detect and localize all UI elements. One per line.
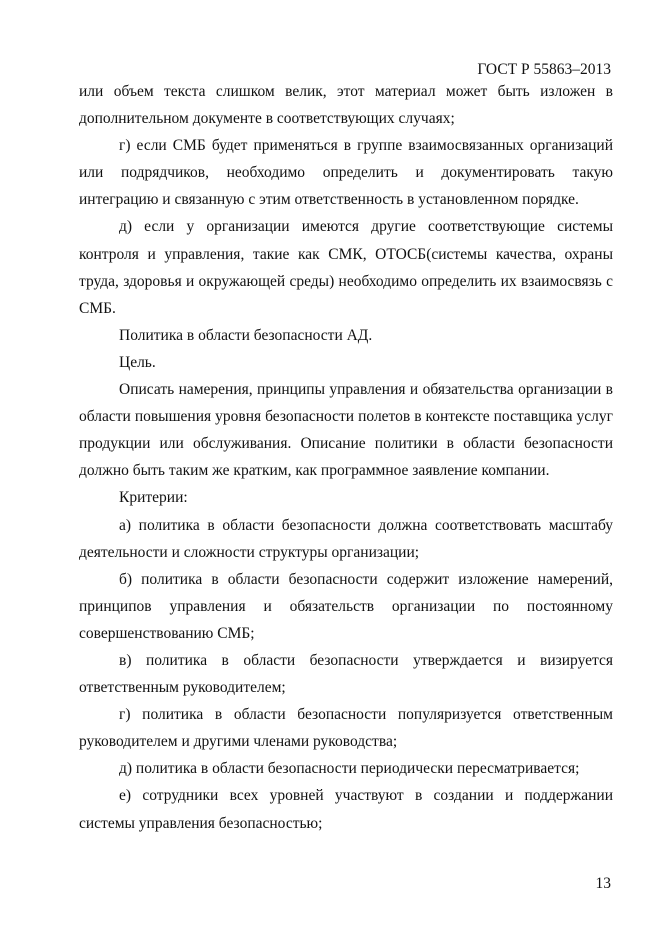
standard-header: ГОСТ Р 55863–2013	[477, 61, 611, 78]
paragraph-continuation: или объем текста слишком велик, этот материал может быть изложен в дополнительном документе в соответствующих случаях;	[79, 83, 613, 128]
subheading-criteria: Критерии:	[119, 489, 188, 507]
criteria-item-e: е) сотрудники всех уровней участвуют в создании и поддержании системы управления безопасностью;	[79, 787, 613, 832]
criteria-item-v: в) политика в области безопасности утверждается и визируется ответственным руководителем;	[79, 651, 613, 697]
criteria-item-a: а) политика в области безопасности должна соответствовать масштабу деятельности и сложности структуры организации;	[79, 516, 613, 561]
criteria-item-g: г) политика в области безопасности популяризуется ответственным руководителем и другими членами руководства;	[79, 706, 613, 751]
paragraph-item-d-other-systems: д) если у организации имеются другие соответствующие системы контроля и управления, такие как СМК, ОТОСБ(системы качества, охраны труда, здоровья и окружающей среды) необходимо определить их взаимосвязь с СМБ.	[79, 218, 613, 317]
page-number: 13	[595, 875, 611, 892]
criteria-item-d: д) политика в области безопасности периодически пересматривается;	[119, 760, 580, 778]
criteria-item-b: б) политика в области безопасности содержит изложение намерений, принципов управления и обязательств организации по постоянному совершенствованию СМБ;	[79, 570, 613, 642]
paragraph-goal-description: Описать намерения, принципы управления и обязательства организации в области повышения уровня безопасности полетов в контексте поставщика услуг продукции или обслуживания. Описание политики в области безопасности должно быть таким же кратким, как программное заявление компании.	[79, 381, 613, 480]
section-heading-safety-policy: Политика в области безопасности АД.	[119, 326, 373, 344]
subheading-goal: Цель.	[119, 353, 156, 371]
document-body	[79, 78, 613, 837]
paragraph-item-g-integration: г) если СМБ будет применяться в группе взаимосвязанных организаций или подрядчиков, необходимо определить и документировать такую интеграцию и связанную с этим ответственность в установленном порядке.	[79, 137, 613, 209]
